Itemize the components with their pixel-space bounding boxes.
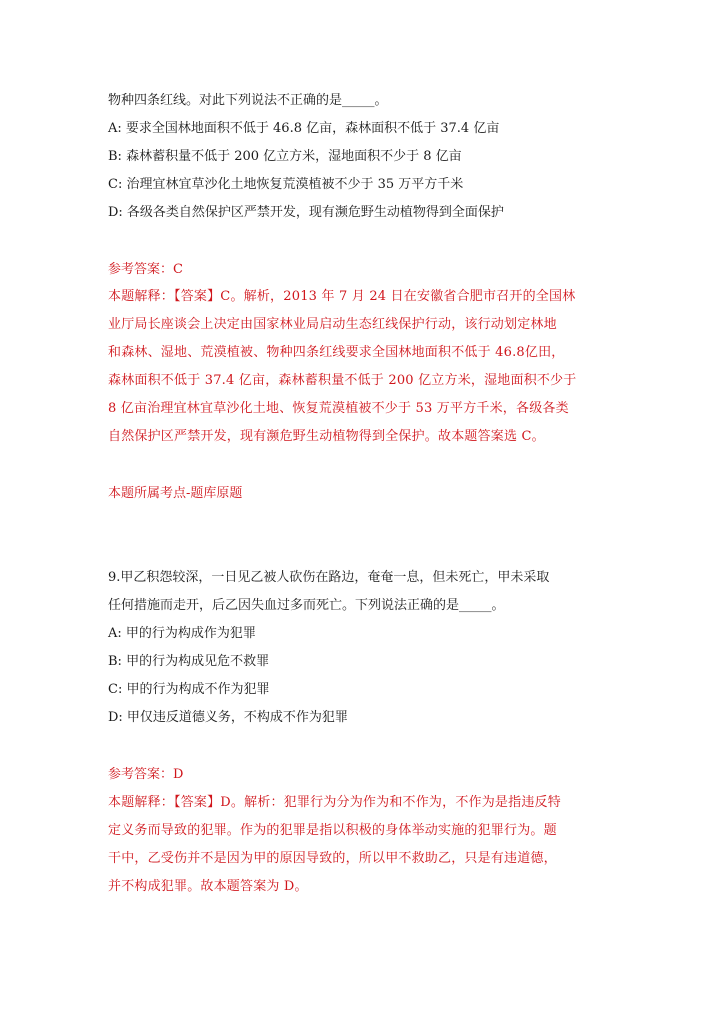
question-9-reference-answer: 参考答案：D: [108, 767, 184, 782]
question-8-option-d: D: 各级各类自然保护区严禁开发，现有濒危野生动植物得到全面保护: [108, 205, 504, 220]
question-8-option-b: B: 森林蓄积量不低于 200 亿立方米，湿地面积不少于 8 亿亩: [108, 149, 462, 164]
question-8-topic: 本题所属考点-题库原题: [108, 486, 243, 501]
question-9-option-c: C: 甲的行为构成不作为犯罪: [108, 682, 270, 697]
question-8-explanation-line: 业厅局长座谈会上决定由国家林业局启动生态红线保护行动，该行动划定林地: [108, 317, 557, 332]
question-8-stem: 物种四条红线。对此下列说法不正确的是_____。: [108, 93, 388, 108]
question-9-option-d: D: 甲仅违反道德义务，不构成不作为犯罪: [108, 710, 348, 725]
question-9-explanation-line: 本题解释：【答案】D。解析：犯罪行为分为作为和不作为，不作为是指违反特: [108, 795, 561, 810]
question-8-explanation-line: 和森林、湿地、荒漠植被、物种四条红线要求全国林地面积不低于 46.8亿田，: [108, 345, 565, 360]
question-8-option-c: C: 治理宜林宜草沙化土地恢复荒漠植被不少于 35 万平方千米: [108, 177, 464, 192]
question-8-explanation-line: 自然保护区严禁开发，现有濒危野生动植物得到全保护。故本题答案选 C。: [108, 429, 545, 444]
question-9-option-a: A: 甲的行为构成作为犯罪: [108, 626, 256, 641]
question-9-explanation-line: 并不构成犯罪。故本题答案为 D。: [108, 879, 308, 894]
question-9-option-b: B: 甲的行为构成见危不救罪: [108, 654, 270, 669]
question-9-explanation-line: 干中，乙受伤并不是因为甲的原因导致的，所以甲不救助乙，只是有违道德，: [108, 851, 557, 866]
question-9-explanation-line: 定义务而导致的犯罪。作为的犯罪是指以积极的身体举动实施的犯罪行为。题: [108, 823, 557, 838]
question-8-explanation-line: 本题解释：【答案】C。解析，2013 年 7 月 24 日在安徽省合肥市召开的全国林: [108, 289, 576, 304]
question-8-explanation-line: 森林面积不低于 37.4 亿亩，森林蓄积量不低于 200 亿立方米，湿地面积不少于: [108, 373, 577, 388]
question-9-stem-line: 任何措施而走开，后乙因失血过多而死亡。下列说法正确的是_____。: [108, 598, 505, 613]
question-8-explanation-line: 8 亿亩治理宜林宜草沙化土地、恢复荒漠植被不少于 53 万平方千米，各级各类: [108, 401, 569, 416]
question-8-option-a: A: 要求全国林地面积不低于 46.8 亿亩，森林面积不低于 37.4 亿亩: [108, 121, 500, 136]
question-8-reference-answer: 参考答案：C: [108, 262, 183, 277]
question-9-stem-line: 9.甲乙积怨较深，一日见乙被人砍伤在路边，奄奄一息，但未死亡，甲未采取: [108, 570, 550, 585]
